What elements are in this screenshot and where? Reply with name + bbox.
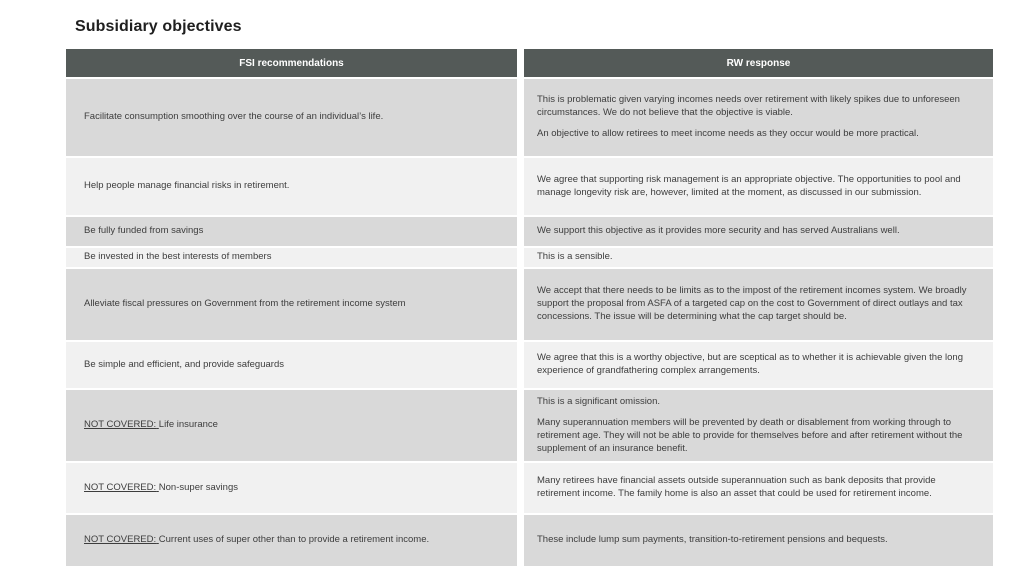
fsi-recommendation-cell bbox=[66, 342, 517, 388]
header-fsi-recommendations: FSI recommendations bbox=[66, 49, 517, 77]
recommendation-paragraph bbox=[84, 419, 503, 432]
fsi-recommendation-cell bbox=[66, 217, 517, 246]
recommendation-paragraph bbox=[84, 225, 503, 238]
table-header-row bbox=[66, 49, 993, 77]
recommendation-text: Non-super savings bbox=[158, 481, 238, 493]
objectives-table bbox=[66, 49, 993, 566]
response-paragraph: Many superannuation members will be prevented by death or disablement from working through to retirement age. They will not be able to provide for themselves before and after retirement without the supplement of an insurance benefit. bbox=[537, 417, 963, 454]
not-covered-label: NOT COVERED: bbox=[84, 534, 157, 546]
response-paragraph: We agree that supporting risk management is an appropriate objective. The opportunities to pool and manage longevity risk are, however, limited at the moment, as discussed in our submission. bbox=[537, 173, 961, 198]
rw-response-cell bbox=[524, 390, 993, 461]
rw-response-cell bbox=[524, 217, 993, 246]
recommendation-text: Be fully funded from savings bbox=[84, 225, 204, 237]
recommendation-text: Life insurance bbox=[158, 419, 218, 431]
response-paragraph: This is problematic given varying incomes needs over retirement with likely spikes due to unforeseen circumstances. We do not believe that the objective is viable. bbox=[537, 93, 960, 118]
table-row bbox=[66, 158, 993, 215]
recommendation-paragraph bbox=[84, 111, 503, 124]
response-paragraph: An objective to allow retirees to meet income needs as they occur would be more practical. bbox=[537, 128, 919, 140]
recommendation-paragraph bbox=[84, 251, 503, 264]
response-paragraph: This is a sensible. bbox=[537, 251, 613, 263]
table-row bbox=[66, 248, 993, 267]
not-covered-label: NOT COVERED: bbox=[84, 481, 157, 493]
recommendation-text: Facilitate consumption smoothing over the course of an individual’s life. bbox=[84, 111, 384, 123]
recommendation-text: Help people manage financial risks in retirement. bbox=[84, 180, 290, 192]
recommendation-text: Alleviate fiscal pressures on Government from the retirement income system bbox=[84, 298, 406, 310]
rw-response-cell bbox=[524, 158, 993, 215]
fsi-recommendation-cell bbox=[66, 79, 517, 156]
table-row bbox=[66, 269, 993, 340]
rw-response-cell bbox=[524, 463, 993, 513]
recommendation-text: Be invested in the best interests of members bbox=[84, 251, 272, 263]
fsi-recommendation-cell bbox=[66, 463, 517, 513]
recommendation-paragraph bbox=[84, 359, 503, 372]
recommendation-text: Current uses of super other than to provide a retirement income. bbox=[158, 534, 430, 546]
rw-response-cell bbox=[524, 342, 993, 388]
table-row bbox=[66, 79, 993, 156]
header-rw-response: RW response bbox=[524, 49, 993, 77]
response-paragraph: We support this objective as it provides more security and has served Australians well. bbox=[537, 225, 900, 237]
response-paragraph: We accept that there needs to be limits as to the impost of the retirement incomes system. We broadly support the proposal from ASFA of a targeted cap on the cost to Government of direct outlays and tax concessions. The issue will be determining what the cap target should be. bbox=[537, 285, 967, 322]
table-row bbox=[66, 217, 993, 246]
fsi-recommendation-cell bbox=[66, 515, 517, 566]
rw-response-cell bbox=[524, 269, 993, 340]
response-paragraph: We agree that this is a worthy objective, but are sceptical as to whether it is achievable given the long experience of grandfathering complex arrangements. bbox=[537, 352, 963, 376]
recommendation-text: Be simple and efficient, and provide safeguards bbox=[84, 358, 284, 370]
fsi-recommendation-cell bbox=[66, 390, 517, 461]
not-covered-label: NOT COVERED: bbox=[84, 419, 157, 431]
recommendation-paragraph bbox=[84, 298, 503, 311]
fsi-recommendation-cell bbox=[66, 269, 517, 340]
table-row bbox=[66, 342, 993, 388]
fsi-recommendation-cell bbox=[66, 248, 517, 267]
table-row bbox=[66, 463, 993, 513]
recommendation-paragraph bbox=[84, 180, 503, 193]
response-paragraph: These include lump sum payments, transition-to-retirement pensions and bequests. bbox=[537, 534, 888, 546]
table-row bbox=[66, 515, 993, 566]
response-paragraph: This is a significant omission. bbox=[537, 395, 661, 407]
recommendation-paragraph bbox=[84, 534, 503, 547]
table-row bbox=[66, 390, 993, 461]
table-body bbox=[66, 79, 993, 566]
rw-response-cell bbox=[524, 248, 993, 267]
rw-response-cell bbox=[524, 79, 993, 156]
page-title: Subsidiary objectives bbox=[75, 18, 242, 35]
fsi-recommendation-cell bbox=[66, 158, 517, 215]
response-paragraph: Many retirees have financial assets outside superannuation such as bank deposits that provide retirement income. The family home is also an asset that could be used for retirement income. bbox=[537, 475, 936, 499]
rw-response-cell bbox=[524, 515, 993, 566]
recommendation-paragraph bbox=[84, 482, 503, 495]
